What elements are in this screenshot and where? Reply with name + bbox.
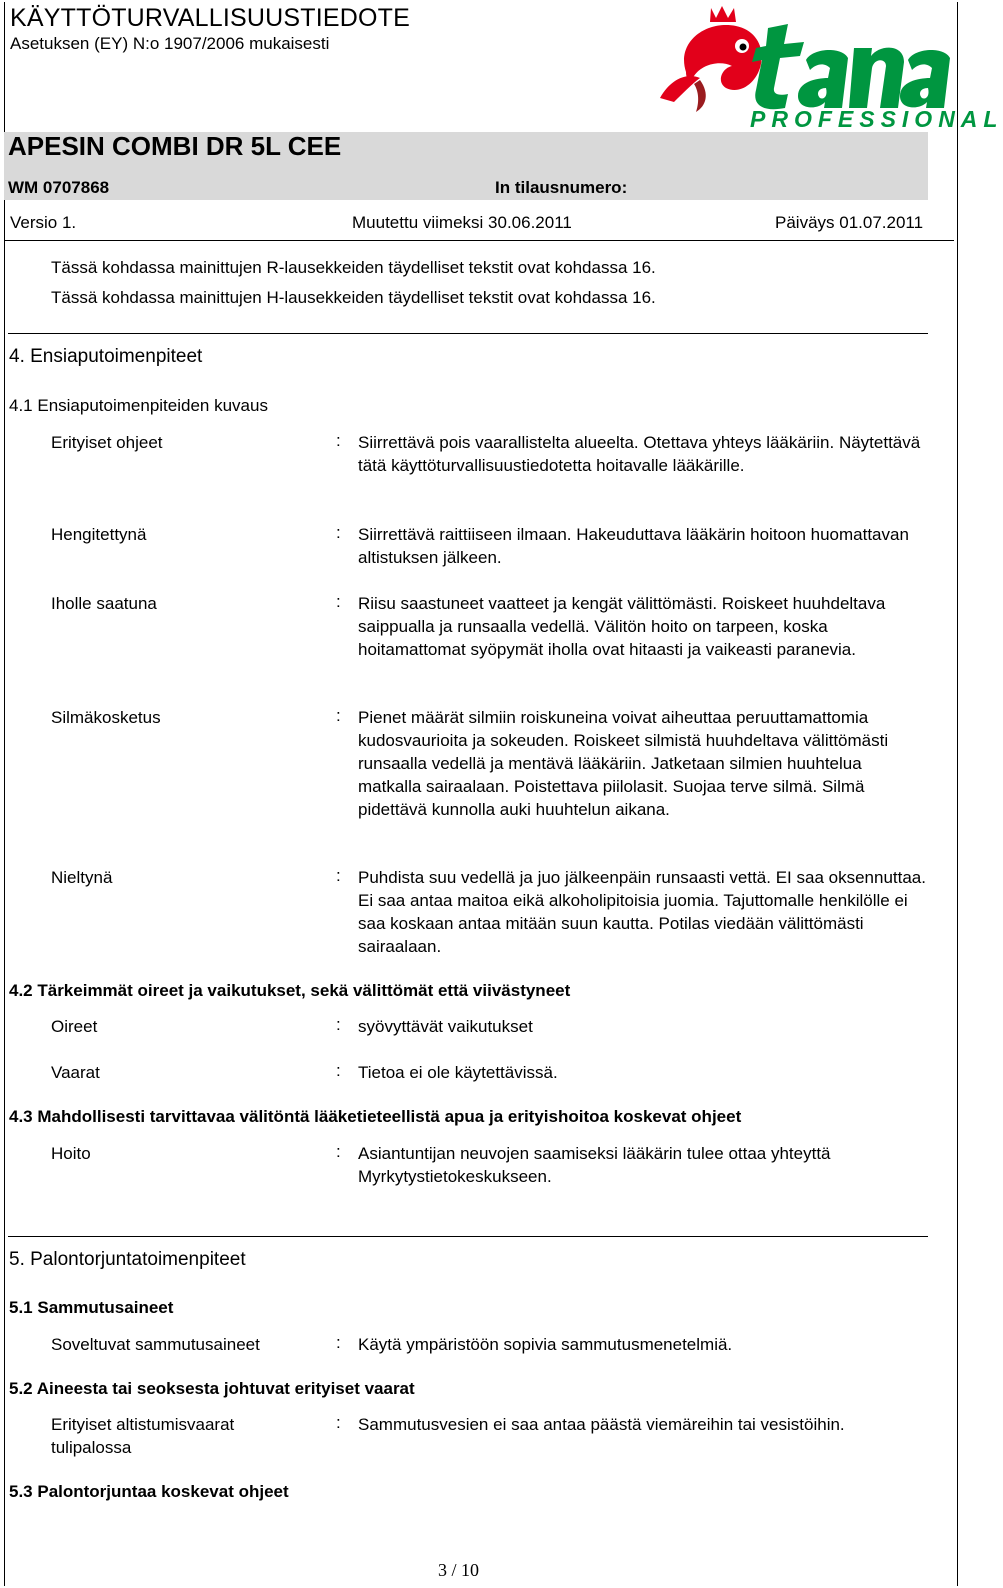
row-colon: :	[336, 592, 341, 611]
row-colon: :	[336, 1333, 341, 1352]
row-colon: :	[336, 866, 341, 885]
issue-date: Päiväys 01.07.2011	[775, 213, 924, 232]
section-4-title: 4. Ensiaputoimenpiteet	[9, 346, 203, 367]
row-value: Siirrettävä raittiiseen ilmaan. Hakeuduttava lääkärin hoitoon huomattavan altistuksen jälkeen.	[358, 525, 909, 567]
order-number-label: In tilausnumero:	[495, 178, 628, 197]
row-colon: :	[336, 1142, 341, 1161]
tana-professional-logo	[656, 2, 1003, 132]
section-5-2-title: 5.2 Aineesta tai seoksesta johtuvat erityiset vaarat	[9, 1379, 415, 1398]
row-colon: :	[336, 431, 341, 450]
section-4-3-title: 4.3 Mahdollisesti tarvittavaa välitöntä lääketieteellistä apua ja erityishoitoa koskevat ohjeet	[9, 1107, 742, 1126]
row-colon: :	[336, 1061, 341, 1080]
row-value: Riisu saastuneet vaatteet ja kengät välittömästi. Roiskeet huuhdeltava saippualla ja runsaalla vedellä. Välitön hoito on tarpeen, koska hoitamattomat syöpymät iholla ovat hitaasti ja vaikeasti paranevia.	[358, 594, 886, 659]
product-code: WM 0707868	[8, 178, 110, 197]
row-colon: :	[336, 706, 341, 725]
intro-h-phrases: Tässä kohdassa mainittujen H-lausekkeiden täydelliset tekstit ovat kohdassa 16.	[51, 288, 656, 307]
intro-r-phrases: Tässä kohdassa mainittujen R-lausekkeiden täydelliset tekstit ovat kohdassa 16.	[51, 258, 656, 277]
row-label: Erityiset altistumisvaarat tulipalossa	[51, 1415, 235, 1457]
version-text: Versio 1.	[10, 213, 77, 232]
row-colon: :	[336, 1015, 341, 1034]
row-value: Siirrettävä pois vaarallistelta alueelta. Otettava yhteys lääkäriin. Näytettävä tätä käyttöturvallisuustiedotetta hoitavalle lääkärille.	[358, 433, 921, 475]
logo-professional-text: PROFESSIONAL	[750, 106, 1003, 132]
document-title: KÄYTTÖTURVALLISUUSTIEDOTE	[10, 4, 410, 32]
row-label: Oireet	[51, 1017, 98, 1036]
section-5-3-title: 5.3 Palontorjuntaa koskevat ohjeet	[9, 1482, 289, 1501]
row-label: Hoito	[51, 1144, 91, 1163]
row-value: Puhdista suu vedellä ja juo jälkeenpäin runsaasti vettä. EI saa oksennuttaa. Ei saa antaa maitoa eikä alkoholipitoisia juomia. Tajuttomalle henkilölle ei saa koskaan antaa mitään suun kautta. Potilas viedään välittömästi sairaalaan.	[358, 868, 926, 956]
section-divider	[8, 1236, 928, 1237]
row-label: Soveltuvat sammutusaineet	[51, 1335, 260, 1354]
row-label: Vaarat	[51, 1063, 100, 1082]
product-name: APESIN COMBI DR 5L CEE	[8, 131, 342, 161]
row-value: Tietoa ei ole käytettävissä.	[358, 1063, 558, 1082]
row-value: Sammutusvesien ei saa antaa päästä viemäreihin tai vesistöihin.	[358, 1415, 845, 1434]
row-value: Asiantuntijan neuvojen saamiseksi lääkärin tulee ottaa yhteyttä Myrkytystietokeskukseen.	[358, 1144, 831, 1186]
row-value: Käytä ympäristöön sopivia sammutusmenetelmiä.	[358, 1335, 733, 1354]
row-value: Pienet määrät silmiin roiskuneina voivat aiheuttaa peruuttamattomia kudosvaurioita ja sokeuden. Roiskeet silmistä huuhdeltava välittömästi runsaalla vedellä ja mentävä lääkäriin. Jatketaan silmien huuhtelua matkalla sairaalaan. Poistettava piilolasit. Suojaa terve silmä. Silmä pidettävä kunnolla auki huuhtelun aikana.	[358, 708, 889, 819]
section-5-1-title: 5.1 Sammutusaineet	[9, 1298, 174, 1317]
document-subtitle: Asetuksen (EY) N:o 1907/2006 mukaisesti	[10, 34, 330, 53]
row-label: Erityiset ohjeet	[51, 433, 163, 452]
row-value: syövyttävät vaikutukset	[358, 1017, 533, 1036]
row-label: Hengitettynä	[51, 525, 147, 544]
section-divider	[8, 333, 928, 334]
row-colon: :	[336, 523, 341, 542]
header-divider	[4, 240, 954, 241]
section-5-title: 5. Palontorjuntatoimenpiteet	[9, 1249, 246, 1270]
row-label: Iholle saatuna	[51, 594, 157, 613]
section-4-2-title: 4.2 Tärkeimmät oireet ja vaikutukset, sekä välittömät että viivästyneet	[9, 981, 571, 1000]
page-number: 3 / 10	[438, 1560, 480, 1580]
row-colon: :	[336, 1413, 341, 1432]
row-label: Nieltynä	[51, 868, 113, 887]
section-4-1-title: 4.1 Ensiaputoimenpiteiden kuvaus	[9, 396, 268, 415]
row-label: Silmäkosketus	[51, 708, 161, 727]
modified-date: Muutettu viimeksi 30.06.2011	[352, 213, 572, 232]
